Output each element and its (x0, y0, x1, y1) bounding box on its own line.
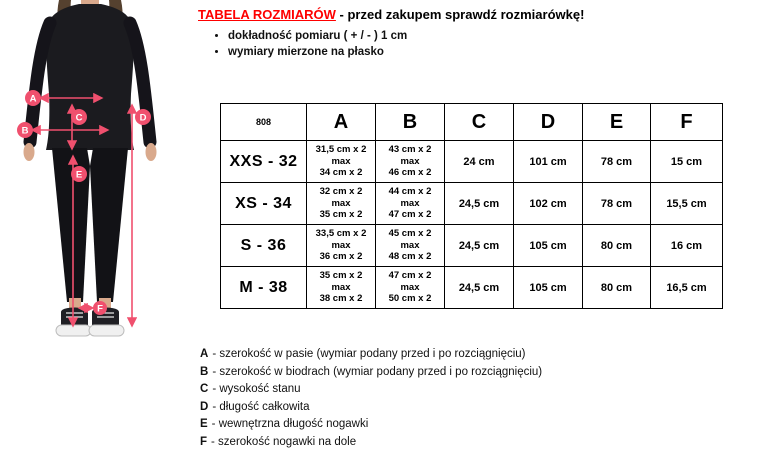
cell-b: 43 cm x 2 max 46 cm x 2 (376, 141, 445, 183)
note-flat-measure: • wymiary mierzone na płasko (228, 46, 584, 58)
measurement-legend (200, 348, 542, 453)
cell-f: 15 cm (651, 141, 723, 183)
header-block (198, 7, 584, 62)
legend-item-a: A - szerokość w pasie (wymiar podany przed i po rozciągnięciu) (200, 348, 526, 360)
legend-item-b: B - szerokość w biodrach (wymiar podany przed i po rozciągnięciu) (200, 365, 543, 378)
model-photo (0, 0, 180, 350)
cell-e: 78 cm (583, 141, 651, 183)
marker-letter-e: E (75, 169, 83, 181)
cell-b: 44 cm x 2 max 47 cm x 2 (376, 183, 445, 225)
cell-d: 105 cm (514, 225, 583, 267)
legend-item-e: E - wewnętrzna długość nogawki (200, 418, 369, 430)
cell-c: 24,5 cm (445, 267, 514, 309)
cell-a: 35 cm x 2 max 38 cm x 2 (307, 267, 376, 309)
cell-b: 45 cm x 2 max 48 cm x 2 (376, 225, 445, 267)
cell-f: 16,5 cm (651, 267, 723, 309)
page-title-highlight: TABELA ROZMIARÓW (198, 7, 336, 22)
size-label: XXS - 32 (221, 141, 307, 183)
page-title-rest: - przed zakupem sprawdź rozmiarówkę! (335, 7, 585, 22)
cell-f: 16 cm (651, 225, 723, 267)
marker-letter-c: C (75, 112, 83, 124)
table-header-row (221, 104, 723, 141)
cell-d: 101 cm (514, 141, 583, 183)
table-row-xxs (221, 141, 723, 183)
sole-left (56, 325, 91, 336)
size-table (220, 103, 723, 309)
cell-c: 24,5 cm (445, 183, 514, 225)
cell-e: 80 cm (583, 225, 651, 267)
marker-letter-d: D (139, 112, 147, 124)
cell-f: 15,5 cm (651, 183, 723, 225)
cell-a: 32 cm x 2 max 35 cm x 2 (307, 183, 376, 225)
cell-a: 31,5 cm x 2 max 34 cm x 2 (307, 141, 376, 183)
marker-letter-f: F (97, 303, 103, 315)
hand-right (146, 143, 157, 161)
cell-a: 33,5 cm x 2 max 36 cm x 2 (307, 225, 376, 267)
size-label: M - 38 (221, 267, 307, 309)
model-photo-svg (0, 0, 180, 345)
column-header-a: A (307, 104, 376, 141)
cell-b: 47 cm x 2 max 50 cm x 2 (376, 267, 445, 309)
column-header-f: F (651, 104, 723, 141)
cell-c: 24 cm (445, 141, 514, 183)
table-row-m (221, 267, 723, 309)
column-header-c: C (445, 104, 514, 141)
cell-c: 24,5 cm (445, 225, 514, 267)
legend-item-f: F - szerokość nogawki na dole (200, 435, 357, 448)
marker-letter-b: B (21, 125, 29, 137)
cell-e: 80 cm (583, 267, 651, 309)
size-label: XS - 34 (221, 183, 307, 225)
column-header-d: D (514, 104, 583, 141)
sweater (46, 4, 134, 150)
model-number-cell: 808 (221, 104, 307, 141)
table-row-xs (221, 183, 723, 225)
arm-left (30, 23, 50, 142)
cell-e: 78 cm (583, 183, 651, 225)
legend-item-c: C - wysokość stanu (200, 383, 301, 395)
note-accuracy: • dokładność pomiaru ( + / - ) 1 cm (228, 30, 584, 42)
page-title (198, 7, 584, 22)
legend-item-d: D - długość całkowita (200, 400, 310, 413)
model-figure (21, 0, 157, 336)
sole-right (89, 325, 124, 336)
hand-left (24, 143, 35, 161)
size-label: S - 36 (221, 225, 307, 267)
marker-letter-a: A (29, 93, 37, 105)
table-row-s (221, 225, 723, 267)
cell-d: 102 cm (514, 183, 583, 225)
cell-d: 105 cm (514, 267, 583, 309)
notes-list (198, 30, 584, 58)
column-header-b: B (376, 104, 445, 141)
column-header-e: E (583, 104, 651, 141)
leg-right (90, 148, 128, 302)
